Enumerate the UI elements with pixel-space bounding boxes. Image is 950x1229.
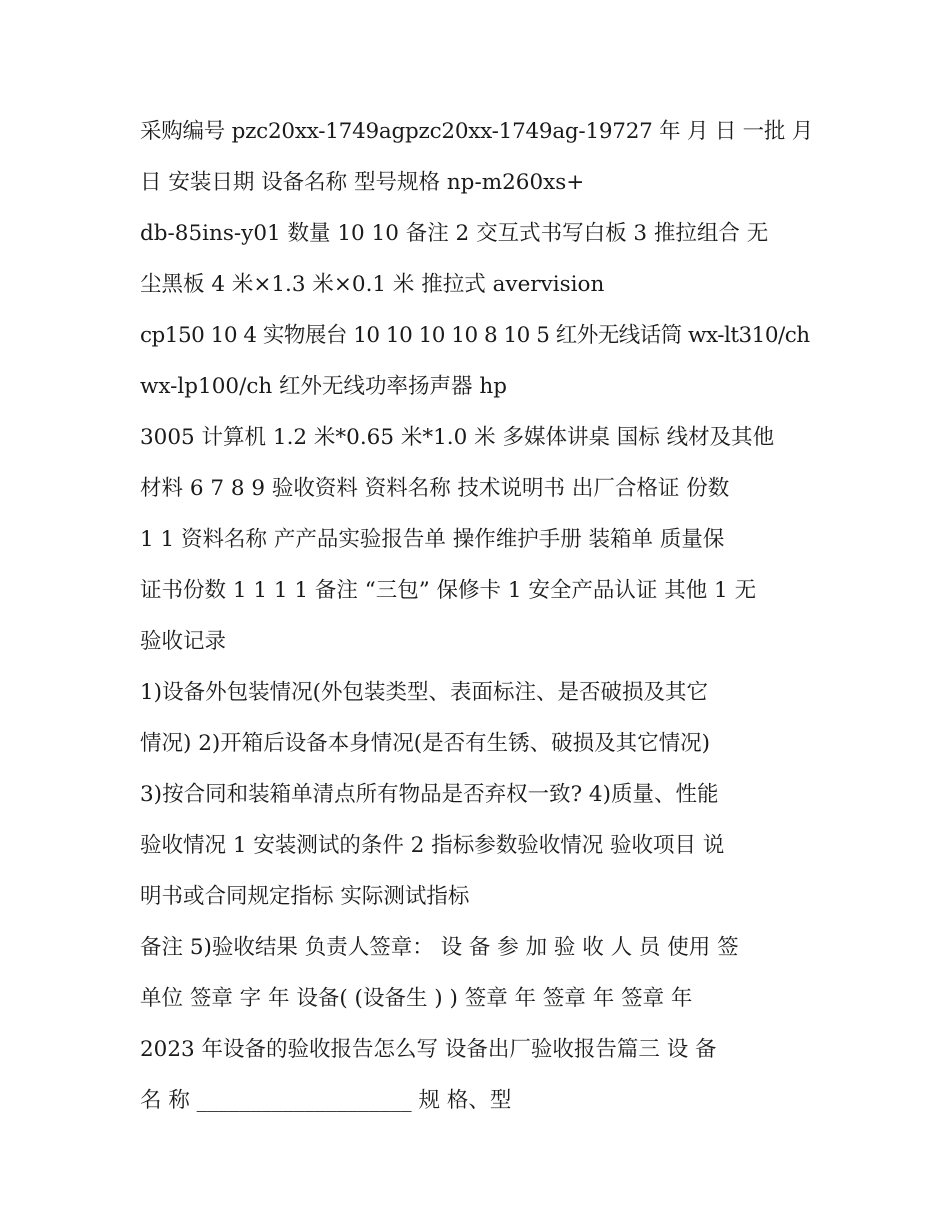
- text-line: 备注 5)验收结果 负责人签章： 设 备 参 加 验 收 人 员 使用 签: [140, 935, 739, 960]
- text-line: 材料 6 7 8 9 验收资料 资料名称 技术说明书 出厂合格证 份数: [140, 476, 730, 501]
- text-line: 1 1 资料名称 产产品实验报告单 操作维护手册 装箱单 质量保: [140, 527, 725, 552]
- text-line: 1)设备外包装情况(外包装类型、表面标注、是否破损及其它: [140, 680, 708, 705]
- text-line: 日 安装日期 设备名称 型号规格 np-m260xs+: [140, 170, 585, 195]
- text-line: 采购编号 pzc20xx-1749agpzc20xx-1749ag-19727 年 月 日 一批 月: [140, 119, 814, 144]
- text-line: 尘黑板 4 米×1.3 米×0.1 米 推拉式 avervision: [140, 272, 605, 297]
- section-heading: 验收记录: [140, 629, 227, 654]
- text-line: 单位 签章 字 年 设备( (设备生 ) ) 签章 年 签章 年 签章 年: [140, 986, 693, 1011]
- document-body: [140, 106, 820, 1126]
- text-line: 证书份数 1 1 1 1 备注 “三包” 保修卡 1 安全产品认证 其他 1 无: [140, 578, 757, 603]
- text-line: 3)按合同和装箱单清点所有物品是否弃权一致? 4)质量、性能: [140, 782, 719, 807]
- text-line: 验收情况 1 安装测试的条件 2 指标参数验收情况 验收项目 说: [140, 833, 725, 858]
- text-line: 情况) 2)开箱后设备本身情况(是否有生锈、破损及其它情况): [140, 731, 711, 756]
- text-line: cp150 10 4 实物展台 10 10 10 10 8 10 5 红外无线话筒 wx-lt310/ch: [140, 323, 810, 348]
- text-line: 名 称 ____________________ 规 格、型: [140, 1088, 512, 1113]
- text-line: db-85ins-y01 数量 10 10 备注 2 交互式书写白板 3 推拉组合 无: [140, 221, 769, 246]
- text-line: 明书或合同规定指标 实际测试指标: [140, 884, 470, 909]
- text-line: 3005 计算机 1.2 米*0.65 米*1.0 米 多媒体讲桌 国标 线材及其他: [140, 425, 775, 450]
- text-line: wx-lp100/ch 红外无线功率扬声器 hp: [140, 374, 508, 399]
- text-line: 2023 年设备的验收报告怎么写 设备出厂验收报告篇三 设 备: [140, 1037, 717, 1062]
